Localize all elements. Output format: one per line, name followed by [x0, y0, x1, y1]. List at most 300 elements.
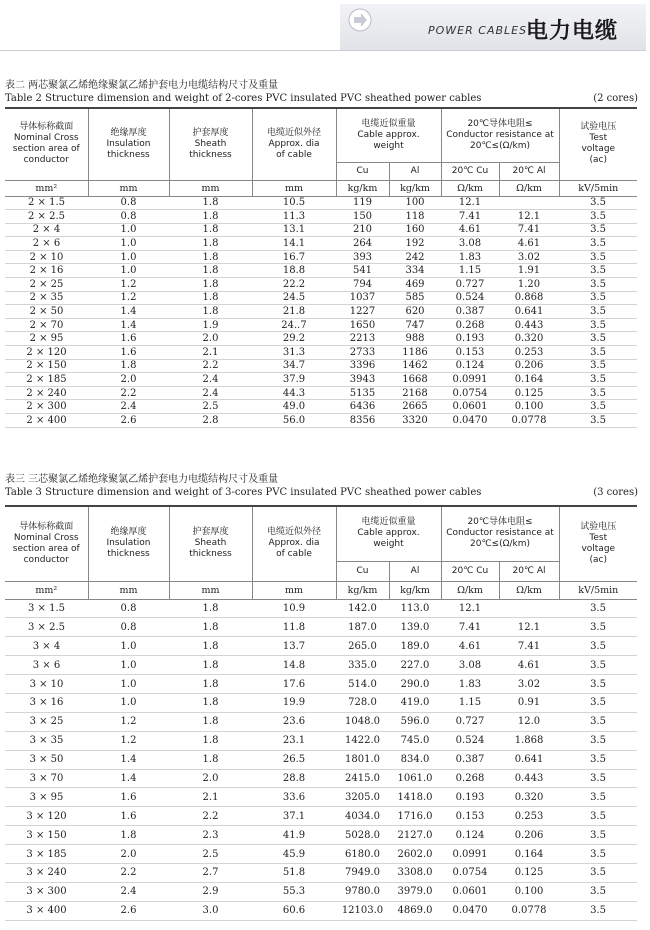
table-cell: 2.0	[88, 373, 169, 387]
table-cell: 1.8	[169, 305, 252, 319]
table-cell: 5135	[336, 386, 389, 400]
header-line: voltage	[581, 144, 616, 155]
table-cell: 0.153	[441, 807, 499, 826]
header-cu: Cu	[336, 162, 389, 180]
units-row	[5, 581, 637, 599]
header-line: thickness	[107, 149, 150, 160]
header-line: Conductor resistance at	[446, 129, 554, 140]
table-cell: 1.6	[88, 346, 169, 360]
header-size	[5, 108, 88, 180]
table-cell: 393	[336, 250, 389, 264]
table-row	[5, 863, 637, 882]
table-cell: 0.206	[499, 359, 559, 373]
table-cell: 3.5	[559, 863, 637, 882]
table-cell: 1.0	[88, 237, 169, 251]
table-row	[5, 223, 637, 237]
table-cell: 23.6	[252, 712, 336, 731]
header-dia	[252, 506, 336, 581]
table-cell: 28.8	[252, 769, 336, 788]
table-cell: 2.8	[169, 414, 252, 428]
table-cell: 1.6	[88, 788, 169, 807]
table-cell: 0.193	[441, 332, 499, 346]
table-cell: 113.0	[389, 599, 441, 618]
table-row	[5, 237, 637, 251]
header-dia	[252, 108, 336, 180]
header-weight	[336, 506, 441, 561]
table-cell: 0.124	[441, 826, 499, 845]
header-ins	[88, 108, 169, 180]
table-cell: 2 × 4	[5, 223, 88, 237]
table-cell: 2127.0	[389, 826, 441, 845]
table-cell: 1.8	[169, 750, 252, 769]
table-cell: 0.443	[499, 318, 559, 332]
header-line: Test	[589, 532, 608, 543]
unit-cell: mm	[252, 581, 336, 599]
table-cell: 3.5	[559, 318, 637, 332]
header-resistance	[441, 506, 559, 561]
unit-cell: mm	[88, 581, 169, 599]
table-cell: 189.0	[389, 637, 441, 656]
table-cell: 0.0991	[441, 373, 499, 387]
arrow-logo-icon	[348, 8, 372, 32]
table-cell: 4.61	[441, 223, 499, 237]
table-cell: 834.0	[389, 750, 441, 769]
table-cell: 1.0	[88, 223, 169, 237]
table-cell: 0.100	[499, 882, 559, 901]
table-cell: 3 × 16	[5, 693, 88, 712]
table-row	[5, 196, 637, 210]
table-cell: 0.727	[441, 278, 499, 292]
table-cell: 4034.0	[336, 807, 389, 826]
table-cell: 1462	[389, 359, 441, 373]
table-cell: 1.8	[169, 599, 252, 618]
table-row	[5, 318, 637, 332]
table2-caption-en: Table 2 Structure dimension and weight of 2-cores PVC insulated PVC sheathed power cables	[5, 93, 482, 104]
table-cell: 0.253	[499, 346, 559, 360]
table-row	[5, 769, 637, 788]
table-cell: 2 × 35	[5, 291, 88, 305]
table-cell: 0.0470	[441, 901, 499, 920]
table-cell: 16.7	[252, 250, 336, 264]
table-row	[5, 826, 637, 845]
table-row	[5, 291, 637, 305]
table-cell: 3 × 10	[5, 675, 88, 694]
table-cell: 60.6	[252, 901, 336, 920]
table-cell: 1.8	[169, 618, 252, 637]
table-row	[5, 675, 637, 694]
header-cu: Cu	[336, 561, 389, 581]
table-row	[5, 305, 637, 319]
header-voltage	[559, 506, 637, 581]
table2-cores-label: (2 cores)	[593, 93, 638, 104]
table-cell: 3.5	[559, 807, 637, 826]
table-cell: 4.61	[499, 237, 559, 251]
header-line: 导体标称截面	[19, 521, 74, 532]
table-cell	[499, 599, 559, 618]
table-cell: 2 × 1.5	[5, 196, 88, 210]
table-cell: 12.1	[499, 618, 559, 637]
table-cell: 3.5	[559, 826, 637, 845]
table-cell: 37.9	[252, 373, 336, 387]
unit-cell: kg/km	[389, 180, 441, 196]
unit-cell: kg/km	[336, 581, 389, 599]
table-cell: 3.5	[559, 693, 637, 712]
unit-cell: Ω/km	[499, 180, 559, 196]
table-cell: 1048.0	[336, 712, 389, 731]
table3-cores-label: (3 cores)	[593, 487, 638, 498]
header-line: 绝缘厚度	[110, 527, 147, 538]
table-cell: 1.8	[169, 278, 252, 292]
table-cell: 31.3	[252, 346, 336, 360]
table-cell: 2.4	[169, 373, 252, 387]
table-cell: 1.0	[88, 656, 169, 675]
table-cell: 988	[389, 332, 441, 346]
table-cell: 1.8	[169, 637, 252, 656]
table-cell: 1.91	[499, 264, 559, 278]
table-cell: 45.9	[252, 845, 336, 864]
table-cell: 419.0	[389, 693, 441, 712]
table-cell: 3 × 6	[5, 656, 88, 675]
banner-divider	[0, 50, 646, 51]
header-line: thickness	[189, 149, 232, 160]
table-cell: 1801.0	[336, 750, 389, 769]
table-cell: 6180.0	[336, 845, 389, 864]
table-cell: 3 × 2.5	[5, 618, 88, 637]
table-cell: 745.0	[389, 731, 441, 750]
header-al: Al	[389, 561, 441, 581]
table-cell: 12.1	[499, 210, 559, 224]
table-cell: 7.41	[499, 637, 559, 656]
header-voltage	[559, 108, 637, 180]
table-cell: 2.4	[169, 386, 252, 400]
table-cell: 335.0	[336, 656, 389, 675]
table-cell: 7.41	[499, 223, 559, 237]
unit-cell: kg/km	[336, 180, 389, 196]
table-cell: 0.91	[499, 693, 559, 712]
header-line: of cable	[276, 549, 312, 560]
table-cell: 2.6	[88, 414, 169, 428]
table-cell: 1.4	[88, 769, 169, 788]
table-cell: 3 × 400	[5, 901, 88, 920]
table-cell: 22.2	[252, 278, 336, 292]
table-cell: 3.5	[559, 750, 637, 769]
header-line: conductor	[23, 554, 69, 565]
header-weight	[336, 108, 441, 162]
table-cell: 1.868	[499, 731, 559, 750]
table-cell: 24.5	[252, 291, 336, 305]
table-cell: 3.5	[559, 599, 637, 618]
header-line: Nominal Cross	[13, 133, 79, 144]
table-cell: 1418.0	[389, 788, 441, 807]
table-cell: 2.0	[88, 845, 169, 864]
table-row	[5, 693, 637, 712]
table-cell: 1.2	[88, 731, 169, 750]
header-line: section area of	[12, 144, 80, 155]
header-line: (ac)	[589, 554, 608, 565]
header-line: Test	[589, 133, 608, 144]
header-line: Nominal Cross	[13, 532, 79, 543]
table-cell: 11.8	[252, 618, 336, 637]
table-cell: 514.0	[336, 675, 389, 694]
table-cell: 26.5	[252, 750, 336, 769]
table-cell: 3.5	[559, 359, 637, 373]
table-cell: 3 × 1.5	[5, 599, 88, 618]
table-row	[5, 400, 637, 414]
table-cell: 728.0	[336, 693, 389, 712]
table-cell: 2168	[389, 386, 441, 400]
table-cell: 14.1	[252, 237, 336, 251]
table-cell: 21.8	[252, 305, 336, 319]
header-ins	[88, 506, 169, 581]
header-line: thickness	[189, 549, 232, 560]
table-cell: 12.0	[499, 712, 559, 731]
table-cell: 3.08	[441, 656, 499, 675]
table-cell: 3 × 50	[5, 750, 88, 769]
table-cell: 187.0	[336, 618, 389, 637]
header-line: Insulation	[106, 138, 151, 149]
table-cell: 2 × 95	[5, 332, 88, 346]
table-row	[5, 788, 637, 807]
table-cell: 1422.0	[336, 731, 389, 750]
table-cell: 3.02	[499, 250, 559, 264]
unit-cell: kV/5min	[559, 581, 637, 599]
table-cell: 8356	[336, 414, 389, 428]
table-cell: 585	[389, 291, 441, 305]
table-cell: 17.6	[252, 675, 336, 694]
header-line: Cable approx.	[357, 528, 420, 539]
header-line: section area of	[12, 543, 80, 554]
table-cell: 3.5	[559, 731, 637, 750]
table-cell: 0.727	[441, 712, 499, 731]
table-cell: 2602.0	[389, 845, 441, 864]
unit-cell: kg/km	[389, 581, 441, 599]
table-cell: 0.164	[499, 845, 559, 864]
table-cell: 2 × 240	[5, 386, 88, 400]
header-line: thickness	[107, 549, 150, 560]
table-row	[5, 901, 637, 920]
table-cell: 3205.0	[336, 788, 389, 807]
unit-cell: mm	[252, 180, 336, 196]
header-row	[5, 506, 637, 561]
header-line: 护套厚度	[192, 127, 229, 138]
table-cell: 13.1	[252, 223, 336, 237]
table-row	[5, 637, 637, 656]
header-resistance-cu: 20℃ Cu	[441, 162, 499, 180]
table-row	[5, 346, 637, 360]
table-cell: 3.5	[559, 237, 637, 251]
header-line: Cable approx.	[357, 129, 420, 140]
table-cell: 6436	[336, 400, 389, 414]
table-cell: 1.0	[88, 264, 169, 278]
table-cell: 3 × 25	[5, 712, 88, 731]
table-cell: 3.5	[559, 414, 637, 428]
table-row	[5, 210, 637, 224]
header-line: 电缆近似重量	[361, 118, 416, 129]
table-cell: 1037	[336, 291, 389, 305]
table-cell: 4.61	[499, 656, 559, 675]
table-cell: 0.0601	[441, 400, 499, 414]
header-line: 电缆近似外径	[266, 527, 321, 538]
table-cell: 4.61	[441, 637, 499, 656]
table-cell: 0.193	[441, 788, 499, 807]
table-cell: 3 × 240	[5, 863, 88, 882]
header-row	[5, 108, 637, 162]
header-resistance-al: 20℃ Al	[499, 162, 559, 180]
table-cell: 3.08	[441, 237, 499, 251]
header-line: conductor	[23, 155, 69, 166]
unit-cell: Ω/km	[441, 581, 499, 599]
table-cell: 3 × 150	[5, 826, 88, 845]
table-cell: 3 × 35	[5, 731, 88, 750]
table-cell: 1061.0	[389, 769, 441, 788]
header-resistance-cu: 20℃ Cu	[441, 561, 499, 581]
table-cell	[499, 196, 559, 210]
header-line: weight	[373, 140, 404, 151]
table-cell: 0.524	[441, 731, 499, 750]
table-cell: 1.8	[169, 264, 252, 278]
table-cell: 3.5	[559, 637, 637, 656]
header-line: 20℃导体电阻≤	[467, 517, 533, 528]
table-row	[5, 750, 637, 769]
header-sheath	[169, 506, 252, 581]
table-cell: 7949.0	[336, 863, 389, 882]
table-cell: 2 × 70	[5, 318, 88, 332]
table-cell: 33.6	[252, 788, 336, 807]
table-row	[5, 882, 637, 901]
table-cell: 3.02	[499, 675, 559, 694]
header-sheath	[169, 108, 252, 180]
table2	[5, 107, 637, 428]
units-row	[5, 180, 637, 196]
table-cell: 3.5	[559, 373, 637, 387]
header-resistance-al: 20℃ Al	[499, 561, 559, 581]
table-cell: 1.83	[441, 675, 499, 694]
table-cell: 29.2	[252, 332, 336, 346]
table-cell: 0.153	[441, 346, 499, 360]
table-cell: 596.0	[389, 712, 441, 731]
table-cell: 3.5	[559, 618, 637, 637]
table-cell: 2 × 16	[5, 264, 88, 278]
header-line: 电缆近似重量	[361, 517, 416, 528]
header-line: (ac)	[589, 155, 608, 166]
header-line: 20℃导体电阻≤	[467, 118, 533, 129]
table-cell: 119	[336, 196, 389, 210]
table-cell: 3 × 95	[5, 788, 88, 807]
table-cell: 3.5	[559, 305, 637, 319]
table-cell: 139.0	[389, 618, 441, 637]
unit-cell: mm²	[5, 180, 88, 196]
unit-cell: Ω/km	[441, 180, 499, 196]
table-cell: 1.8	[88, 359, 169, 373]
table-cell: 10.9	[252, 599, 336, 618]
header-line: weight	[373, 539, 404, 550]
table-cell: 1.9	[169, 318, 252, 332]
table-cell: 0.443	[499, 769, 559, 788]
table-cell: 3.5	[559, 346, 637, 360]
table-cell: 541	[336, 264, 389, 278]
table-cell: 3.5	[559, 332, 637, 346]
table-cell: 2.2	[169, 807, 252, 826]
table-cell: 2415.0	[336, 769, 389, 788]
table-row	[5, 712, 637, 731]
table-cell: 2 × 400	[5, 414, 88, 428]
table-cell: 3.5	[559, 788, 637, 807]
table-cell: 2.0	[169, 769, 252, 788]
table-cell: 2.2	[88, 386, 169, 400]
table-cell: 3.5	[559, 769, 637, 788]
table-row	[5, 599, 637, 618]
table-cell: 2213	[336, 332, 389, 346]
table-cell: 12103.0	[336, 901, 389, 920]
table-cell: 2665	[389, 400, 441, 414]
table-cell: 3.5	[559, 845, 637, 864]
table-row	[5, 359, 637, 373]
table-cell: 192	[389, 237, 441, 251]
table2-caption-cn: 表二 两芯聚氯乙烯绝缘聚氯乙烯护套电力电缆结构尺寸及重量	[5, 80, 279, 91]
table-cell: 1.8	[169, 223, 252, 237]
table-cell: 1.15	[441, 693, 499, 712]
table-cell: 10.5	[252, 196, 336, 210]
table-cell: 3396	[336, 359, 389, 373]
table-cell: 2.2	[88, 863, 169, 882]
table-cell: 44.3	[252, 386, 336, 400]
unit-cell: mm	[169, 581, 252, 599]
table-cell: 3.5	[559, 196, 637, 210]
table-row	[5, 845, 637, 864]
header-line: voltage	[581, 543, 616, 554]
table-cell: 3979.0	[389, 882, 441, 901]
table-cell: 12.1	[441, 599, 499, 618]
table-cell: 142.0	[336, 599, 389, 618]
table-cell: 0.0778	[499, 901, 559, 920]
table-cell: 3.5	[559, 882, 637, 901]
header-line: Approx. dia	[268, 538, 320, 549]
banner-chinese-title: 电力电缆	[526, 19, 619, 44]
unit-cell: mm	[88, 180, 169, 196]
unit-cell: kV/5min	[559, 180, 637, 196]
header-line: 电缆近似外径	[266, 127, 321, 138]
table-cell: 0.164	[499, 373, 559, 387]
table-cell: 2 × 2.5	[5, 210, 88, 224]
table-cell: 3943	[336, 373, 389, 387]
table-cell: 1.8	[169, 291, 252, 305]
table-cell: 1.4	[88, 318, 169, 332]
table-cell: 2 × 25	[5, 278, 88, 292]
table-cell: 227.0	[389, 656, 441, 675]
header-line: 导体标称截面	[19, 122, 74, 133]
table-row	[5, 731, 637, 750]
table-cell: 2 × 50	[5, 305, 88, 319]
table-cell: 1.4	[88, 750, 169, 769]
table-cell: 0.641	[499, 750, 559, 769]
table-cell: 1.0	[88, 693, 169, 712]
table-cell: 2.9	[169, 882, 252, 901]
header-line: 绝缘厚度	[110, 127, 147, 138]
table-cell: 2.5	[169, 400, 252, 414]
table-cell: 3.5	[559, 291, 637, 305]
table-cell: 0.8	[88, 196, 169, 210]
table-cell: 55.3	[252, 882, 336, 901]
header-line: Sheath	[194, 138, 227, 149]
table-cell: 1.8	[88, 826, 169, 845]
table-cell: 3.5	[559, 712, 637, 731]
table-cell: 1.0	[88, 250, 169, 264]
table-cell: 1.2	[88, 278, 169, 292]
table-cell: 13.7	[252, 637, 336, 656]
table-cell: 1.4	[88, 305, 169, 319]
table-cell: 794	[336, 278, 389, 292]
header-line: 护套厚度	[192, 527, 229, 538]
